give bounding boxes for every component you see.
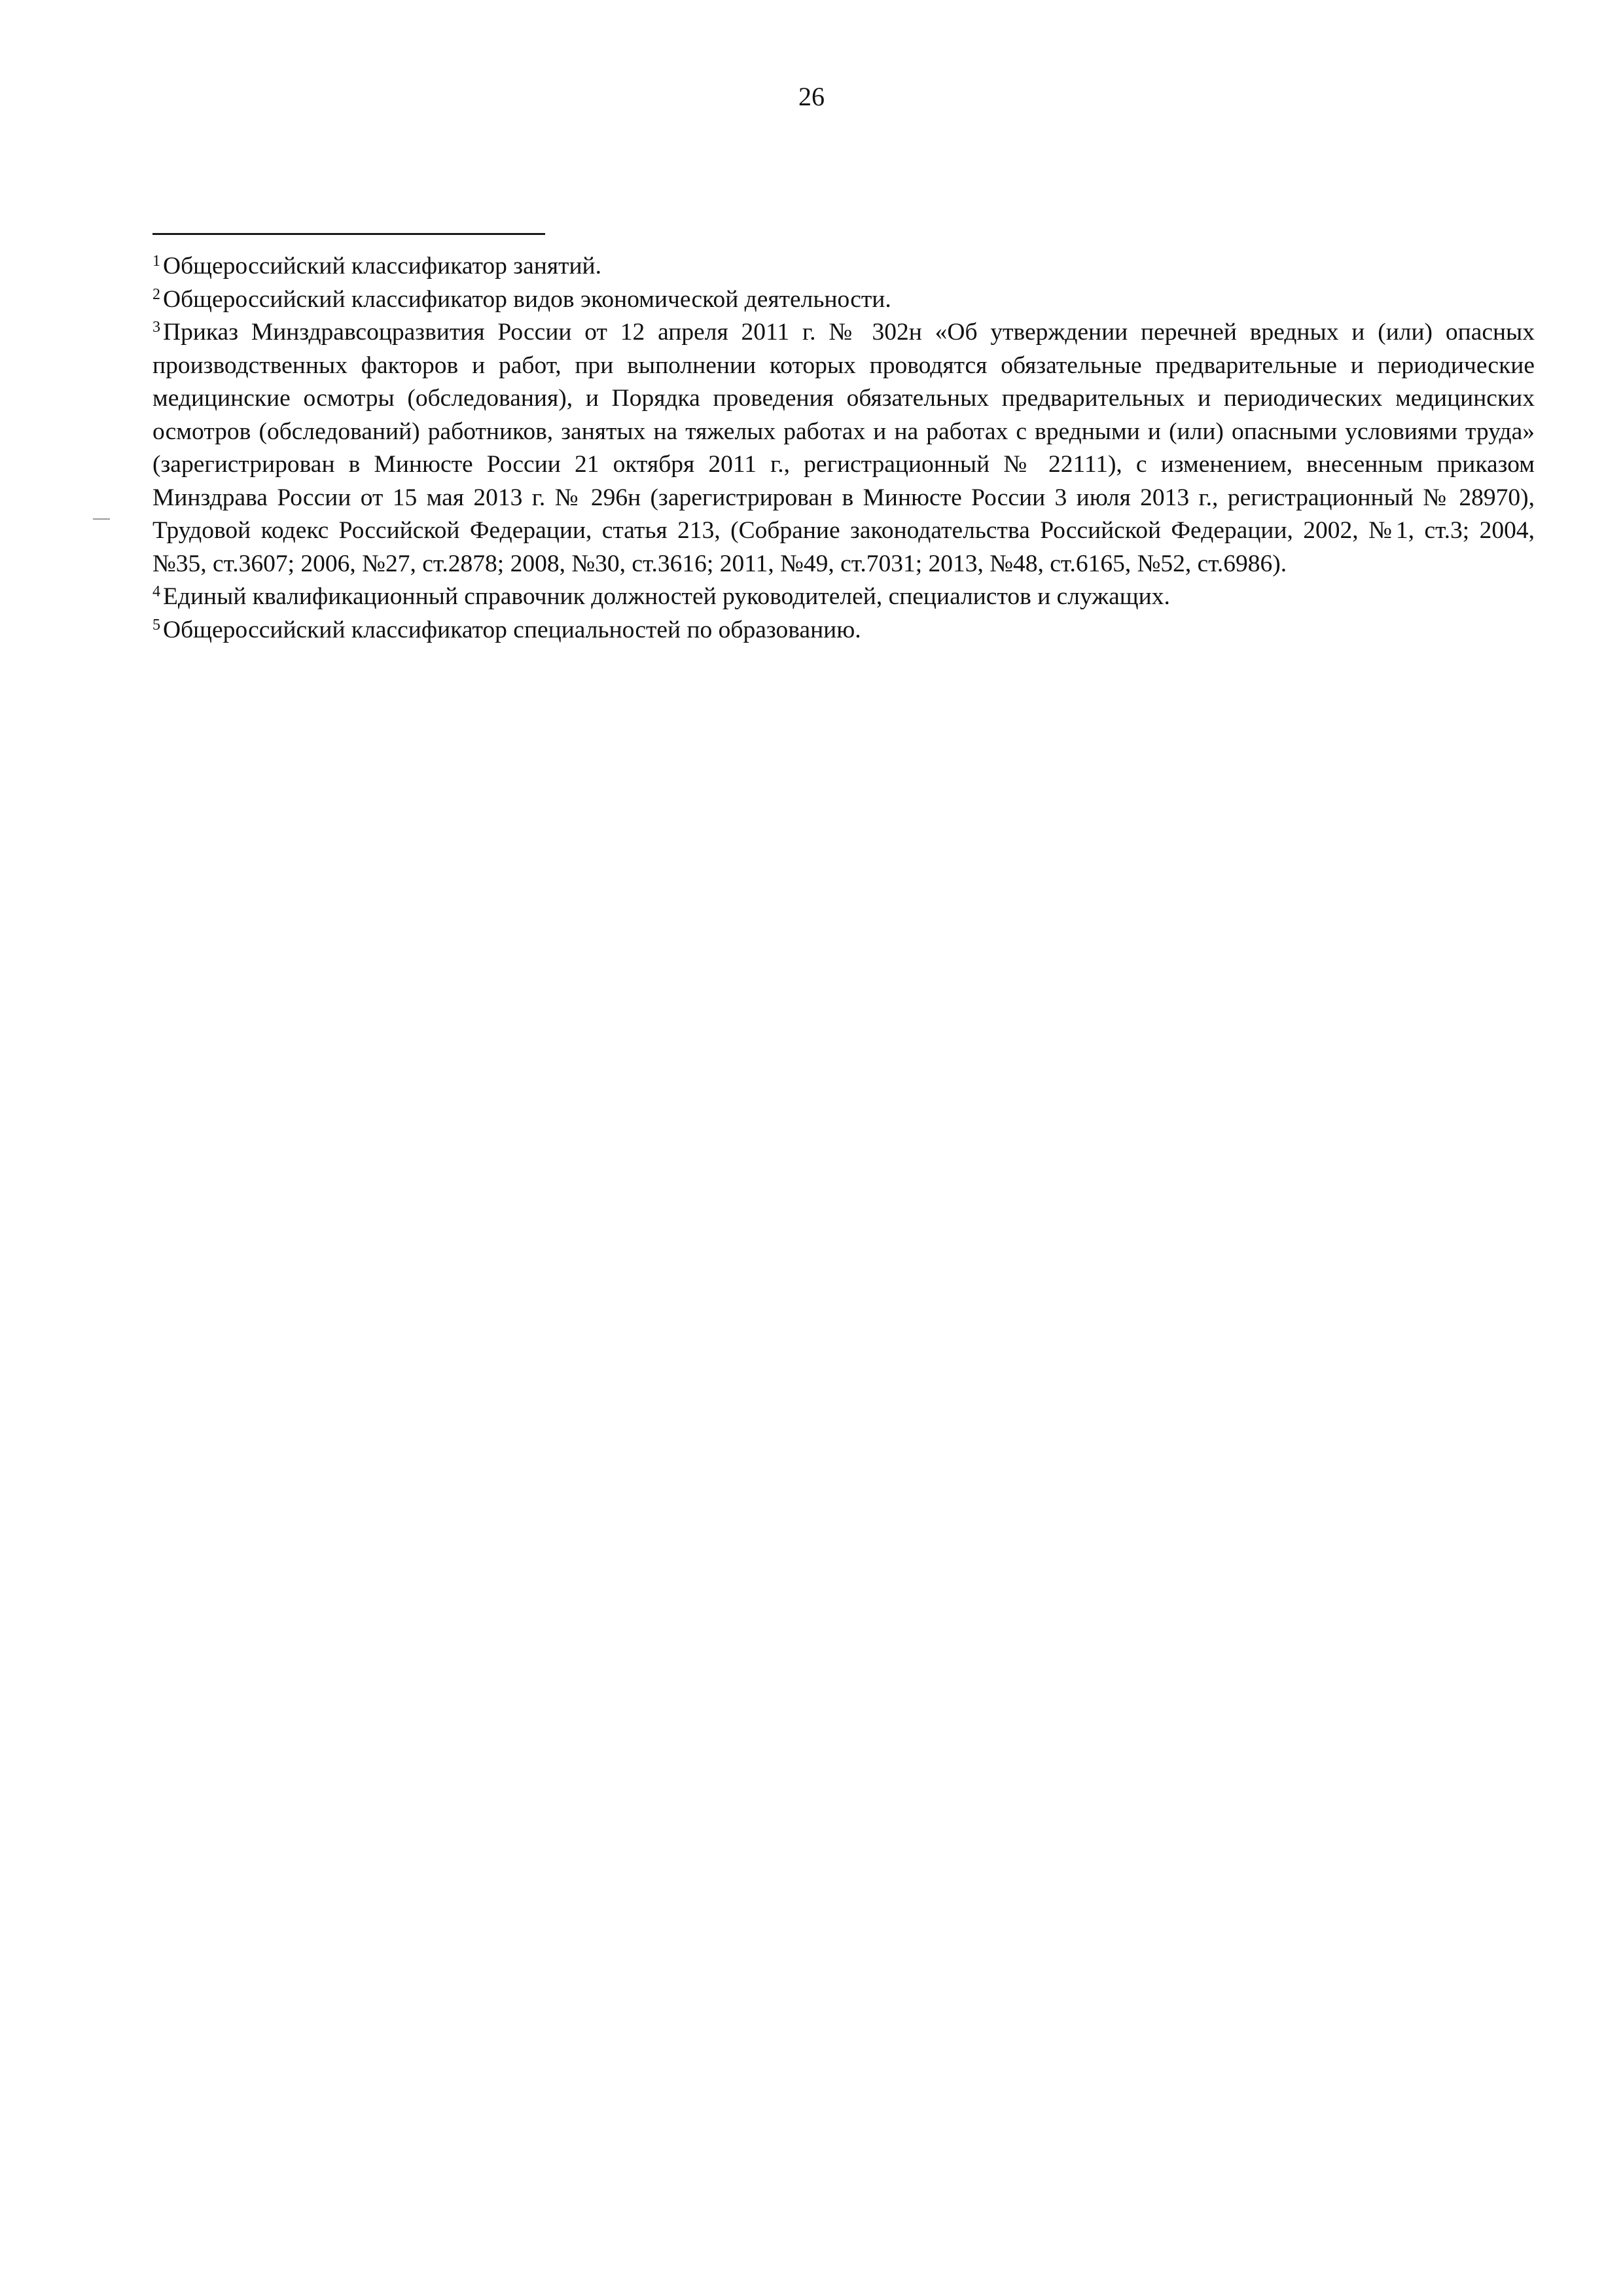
footnote-5 <box>152 614 1535 647</box>
footnote-marker: 3 <box>152 319 160 336</box>
footnote-marker: 2 <box>152 285 160 303</box>
footnote-text: Общероссийский классификатор занятий. <box>163 253 601 279</box>
footnote-text: Общероссийский классификатор видов экономической деятельности. <box>163 285 891 313</box>
footnote-4 <box>152 581 1535 614</box>
footnote-marker: 1 <box>152 253 160 270</box>
footnote-marker: 4 <box>152 583 160 600</box>
footnote-2 <box>152 283 1535 317</box>
footnote-separator <box>152 233 545 235</box>
footnote-text: Общероссийский классификатор специальностей по образованию. <box>163 616 861 643</box>
footnote-3 <box>152 316 1535 581</box>
footnote-text: Приказ Минздравсоцразвития России от 12 апреля 2011 г. № 302н «Об утверждении перечней вредных и (или) опасных производственных факторов и работ, при выполнении которых проводятся обязательные предварительные и периодические медицинские осмотры (обследования), и Порядка проведения обязательных предварительных и периодических медицинских осмотров (обследований) работников, занятых на тяжелых работах и на работах с вредными и (или) опасными условиями труда» (зарегистрирован в Минюсте России 21 октября 2011 г., регистрационный № 22111), с изменением, внесенным приказом Минздрава России от 15 мая 2013 г. № 296н (зарегистрирован в Минюсте России 3 июля 2013 г., регистрационный № 28970), Трудовой кодекс Российской Федерации, статья 213, (Собрание законодательства Российской Федерации, 2002, №1, ст.3; 2004, №35, ст.3607; 2006, №27, ст.2878; 2008, №30, ст.3616; 2011, №49, ст.7031; 2013, №48, ст.6165, №52, ст.6986). <box>152 319 1535 577</box>
footnote-1 <box>152 250 1535 283</box>
page-number: 26 <box>798 82 825 111</box>
margin-mark <box>93 518 110 520</box>
footnote-marker: 5 <box>152 616 160 634</box>
footnotes-section <box>152 250 1535 647</box>
footnote-text: Единый квалификационный справочник должностей руководителей, специалистов и служащих. <box>163 583 1170 610</box>
